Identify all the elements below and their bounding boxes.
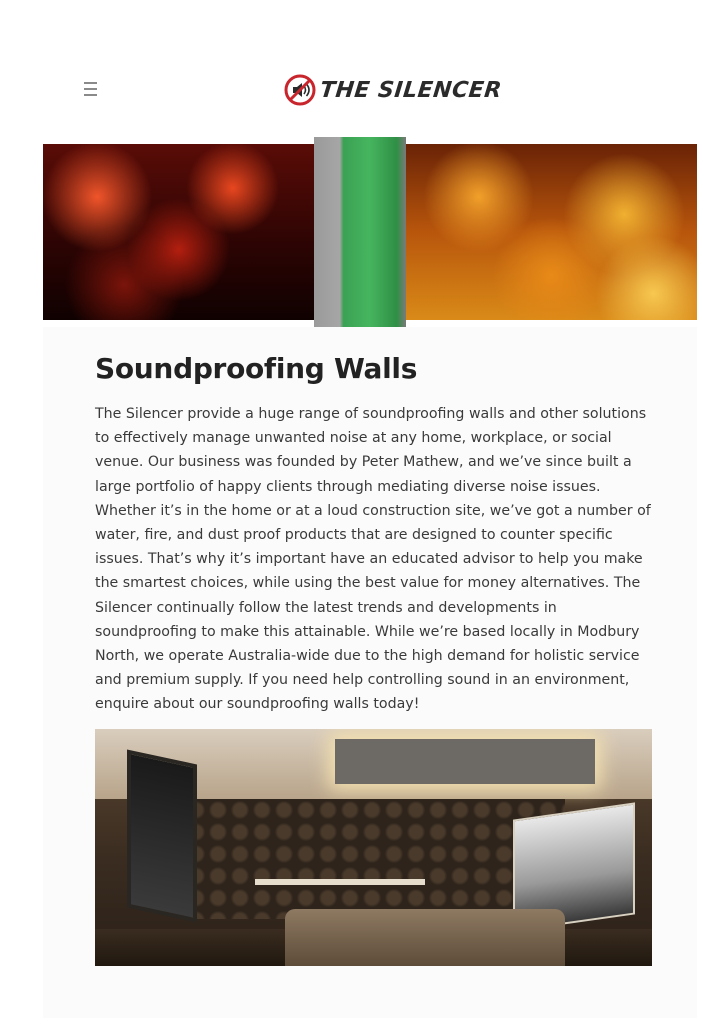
- logo-text: THE SILENCER: [318, 77, 504, 103]
- wall-shelf: [255, 879, 425, 885]
- hero-panel-green-acoustic: [314, 137, 406, 327]
- hero-panel-red-acoustic: [43, 144, 314, 320]
- wall-artwork: [127, 750, 197, 923]
- ceiling-light-panel: [335, 739, 595, 784]
- page-title: Soundproofing Walls: [95, 352, 418, 385]
- intro-paragraph: The Silencer provide a huge range of soundproofing walls and other solutions to effectively manage unwanted noise at any home, workplace, or social venue. Our business was founded by Peter Mathew, and we’ve since built a large portfolio of happy clients through mediating diverse noise issues. Whether it’s in the home or at a loud construction site, we’ve got a number of water, fire, and dust proof products that are designed to counter specific issues. That’s why it’s important have an educated advisor to help you make the smartest choices, while using the best value for money alternatives. The Silencer continually follow the latest trends and developments in soundproofing to make this attainable. While we’re based locally in Modbury North, we operate Australia-wide due to the high demand for holistic service and premium supply. If you need help controlling sound in an environment, enquire about our soundproofing walls today!: [95, 406, 651, 713]
- hero-banner-image: [43, 137, 697, 327]
- home-theatre-image: [95, 729, 652, 966]
- sofa: [285, 909, 565, 966]
- hero-panel-orange-acoustic: [406, 144, 697, 320]
- site-header: [0, 0, 720, 135]
- speaker-mute-icon: [284, 74, 316, 106]
- site-logo[interactable]: [284, 72, 502, 108]
- hamburger-menu-icon[interactable]: [84, 82, 97, 96]
- hexagon-acoustic-wall: [185, 799, 565, 919]
